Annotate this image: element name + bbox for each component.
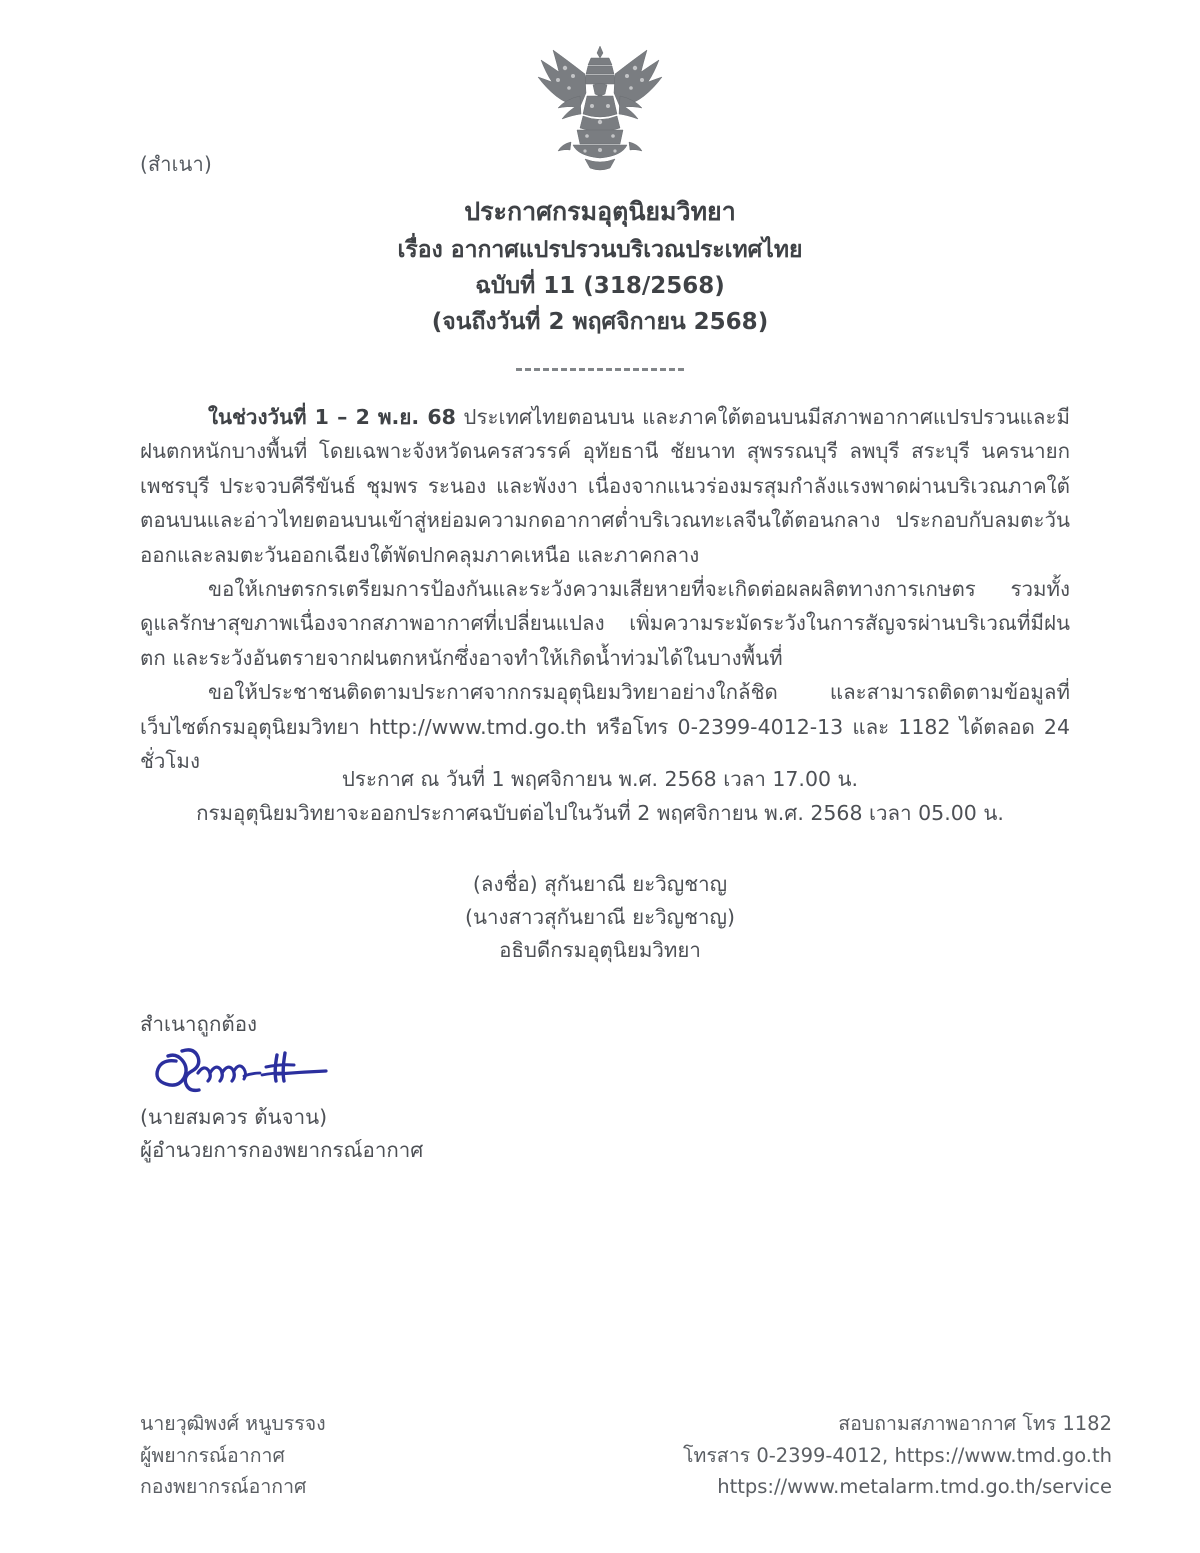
forecast-period-lead: ในช่วงวันที่ 1 – 2 พ.ย. 68 <box>208 405 456 429</box>
certifier-position: ผู้อำนวยการกองพยากรณ์อากาศ <box>140 1138 424 1162</box>
announcement-valid-until: (จนถึงวันที่ 2 พฤศจิกายน 2568) <box>431 309 769 336</box>
garuda-emblem <box>525 38 675 178</box>
signer-block <box>0 868 1200 967</box>
signed-by-line: (ลงชื่อ) สุกันยาณี ยะวิญชาญ <box>472 872 728 896</box>
section-divider <box>516 368 684 371</box>
document-body <box>140 400 1070 778</box>
contact-fax-website: โทรสาร 0-2399-4012, https://www.tmd.go.th <box>683 1443 1112 1467</box>
signer-full-name: (นางสาวสุกันยาณี ยะวิญชาญ) <box>465 905 735 929</box>
forecaster-position: ผู้พยากรณ์อากาศ <box>140 1443 285 1467</box>
public-advisory-text: ขอให้ประชาชนติดตามประกาศจากกรมอุตุนิยมวิทยาอย่างใกล้ชิด และสามารถติดตามข้อมูลที่เว็บไซต์กรมอุตุนิยมวิทยา http://www.tmd.go.th หรือโทร 0-2399-4012-13 และ 1182 ได้ตลอด 24 ชั่วโมง <box>140 680 1070 774</box>
issued-datetime: ประกาศ ณ วันที่ 1 พฤศจิกายน พ.ศ. 2568 เวลา 17.00 น. <box>341 767 859 791</box>
contact-service-url: https://www.metalarm.tmd.go.th/service <box>717 1475 1112 1498</box>
signature-container <box>146 1043 396 1099</box>
footer-contact-block <box>683 1408 1112 1503</box>
copy-mark-label: (สำเนา) <box>140 152 212 176</box>
next-announcement-datetime: กรมอุตุนิยมวิทยาจะออกประกาศฉบับต่อไปในวันที่ 2 พฤศจิกายน พ.ศ. 2568 เวลา 05.00 น. <box>196 801 1004 825</box>
issued-date-block <box>0 762 1200 830</box>
footer-forecaster-block <box>140 1408 326 1503</box>
announcement-subject: เรื่อง อากาศแปรปรวนบริเวณประเทศไทย <box>397 236 803 263</box>
handwritten-signature <box>146 1043 396 1099</box>
paragraph-weather-situation <box>140 400 1070 572</box>
certifier-name: (นายสมควร ต้นจาน) <box>140 1105 328 1129</box>
forecaster-name: นายวุฒิพงศ์ หนูบรรจง <box>140 1412 326 1435</box>
contact-phone: สอบถามสภาพอากาศ โทร 1182 <box>838 1412 1112 1435</box>
forecast-period-detail: ประเทศไทยตอนบน และภาคใต้ตอนบนมีสภาพอากาศแปรปรวนและมีฝนตกหนักบางพื้นที่ โดยเฉพาะจังหวัดนครสวรรค์ อุทัยธานี ชัยนาท สุพรรณบุรี ลพบุรี สระบุรี นครนายก เพชรบุรี ประจวบคีรีขันธ์ ชุมพร ระนอง และพังงา เนื่องจากแนวร่องมรสุมกำลังแรงพาดผ่านบริเวณภาคใต้ตอนบนและอ่าวไทยตอนบนเข้าสู่หย่อมความกดอากาศต่ำบริเวณทะเลจีนใต้ตอนกลาง ประกอบกับลมตะวันออกและลมตะวันออกเฉียงใต้พัดปกคลุมภาคเหนือ และภาคกลาง <box>140 405 1070 567</box>
certified-copy-block <box>140 1008 570 1167</box>
announcement-issue-number: ฉบับที่ 11 (318/2568) <box>475 272 725 299</box>
paragraph-farmer-advisory <box>140 572 1070 675</box>
signer-title: อธิบดีกรมอุตุนิยมวิทยา <box>499 938 701 962</box>
divider-container <box>0 368 1200 371</box>
page-title-block <box>0 192 1200 340</box>
farmer-advisory-text: ขอให้เกษตรกรเตรียมการป้องกันและระวังความเสียหายที่จะเกิดต่อผลผลิตทางการเกษตร รวมทั้งดูแลรักษาสุขภาพเนื่องจากสภาพอากาศที่เปลี่ยนแปลง เพิ่มความระมัดระวังในการสัญจรผ่านบริเวณที่มีฝนตก และระวังอันตรายจากฝนตกหนักซึ่งอาจทำให้เกิดน้ำท่วมได้ในบางพื้นที่ <box>140 577 1070 670</box>
announcement-title: ประกาศกรมอุตุนิยมวิทยา <box>464 197 736 226</box>
certified-copy-label: สำเนาถูกต้อง <box>140 1012 258 1036</box>
forecaster-division: กองพยากรณ์อากาศ <box>140 1475 307 1498</box>
